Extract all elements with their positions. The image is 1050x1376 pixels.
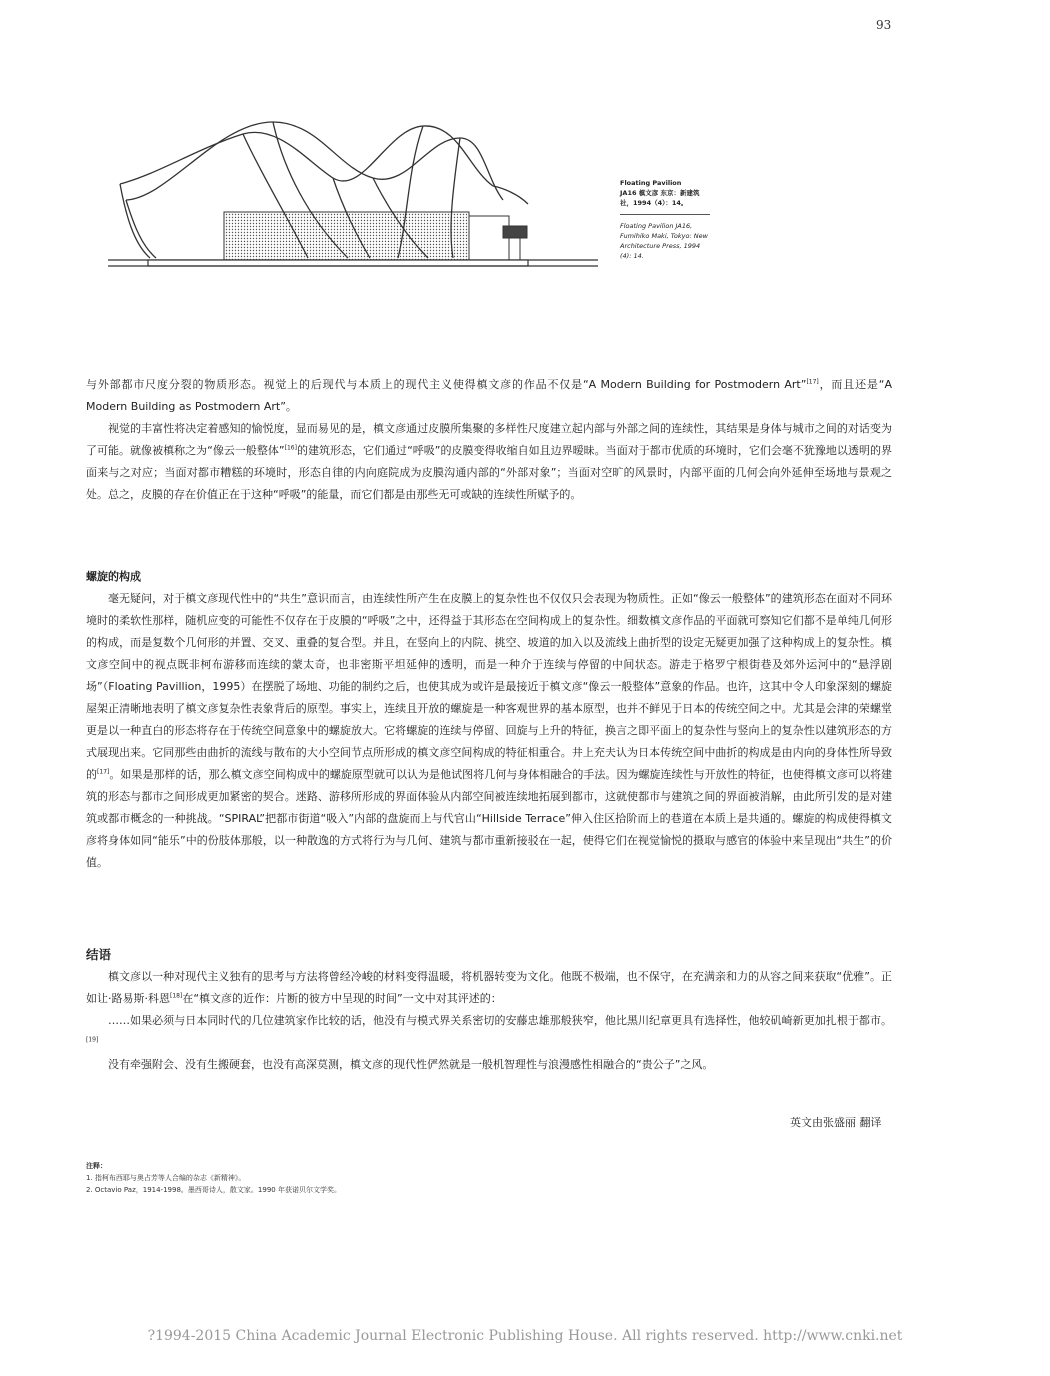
- figure-title: Floating Pavilion: [620, 179, 682, 187]
- note-item: 2. Octavio Paz，1914-1998。墨西哥诗人，散文家。1990 年获诺贝尔文学奖。: [86, 1186, 341, 1194]
- citation: [16]: [284, 444, 297, 452]
- figure-caption-zh: JA16 槙文彦 东京：新建筑社，1994（4）：14。: [620, 189, 700, 207]
- section-heading: 螺旋的构成: [86, 570, 141, 583]
- paragraph: 视觉的丰富性将决定着感知的愉悦度，显而易见的是，槙文彦通过皮膜所集聚的多样性尺度建立起内部与外部之间的连续性，其结果是身体与城市之间的对话变为了可能。就像被槙称之为“像云一般整体”[16]的建筑形态，它们通过“呼吸”的皮膜变得收缩自如且边界暧昧。当面对于都市优质的环境时，它们会毫不犹豫地以透明的界面来与之对应；当面对都市糟糕的环境时，形态自律的内向庭院成为皮膜沟通内部的“外部对象”；当面对空旷的风景时，内部平面的几何会向外延伸至场地与景观之处。总之，皮膜的存在价值正在于这种“呼吸”的能量，而它们都是由那些无可或缺的连续性所赋予的。: [86, 422, 892, 501]
- figure-caption-en: , Fumihiko Maki, Tokyo: New Architecture Press, 1994 (4): 14.: [620, 222, 708, 260]
- citation: [18]: [170, 992, 183, 1000]
- figure-caption: [620, 178, 710, 261]
- citation: [19]: [86, 1036, 99, 1044]
- page-number: 93: [876, 18, 892, 32]
- copyright-footer: ?1994-2015 China Academic Journal Electronic Publishing House. All rights reserved. http://www.cnki.net: [147, 1328, 903, 1344]
- notes: [86, 1160, 341, 1196]
- paragraph: 没有牵强附会、没有生搬硬套，也没有高深莫测，槙文彦的现代性俨然就是一般机智理性与浪漫感性相融合的“贵公子”之风。: [108, 1058, 714, 1071]
- section-heading: 结语: [86, 947, 112, 962]
- section-conclusion: [86, 944, 892, 1076]
- paragraph: 槙文彦以一种对现代主义独有的思考与方法将曾经冷峻的材料变得温暖，将机器转变为文化。他既不极端，也不保守，在充满亲和力的从容之间来获取“优雅”。正如让·路易斯·科恩[18]在“槙文彦的近作：片断的彼方中呈现的时间”一文中对其评述的：: [86, 970, 892, 1005]
- citation: [17]: [806, 378, 819, 386]
- citation: [17]: [97, 768, 110, 776]
- paragraph: 毫无疑问，对于槙文彦现代性中的“共生”意识而言，由连续性所产生在皮膜上的复杂性也不仅仅只会表现为物质性。正如“像云一般整体”的建筑形态在面对不同环境时的柔软性那样，随机应变的可能性不仅存在于皮膜的“呼吸”之中，还得益于其形态在空间构成上的复杂性。细数槙文彦作品的平面就可察知它们都不是单纯几何形的构成，而是复数个几何形的并置、交叉、重叠的复合型。并且，在竖向上的内院、挑空、坡道的加入以及流线上曲折型的设定无疑更加强了这种构成上的复杂性。槙文彦空间中的视点既非柯布游移而连续的蒙太奇，也非密斯平坦延伸的透明，而是一种介于连续与停留的中间状态。游走于格罗宁根街巷及郊外运河中的“悬浮剧场”（Floating Pavillion，1995）在摆脱了场地、功能的制约之后，也使其成为或许是最接近于槙文彦“像云一般整体”意象的作品。也许，这其中令人印象深刻的螺旋屋架正清晰地表明了槙文彦复杂性表象背后的原型。事实上，连续且开放的螺旋是一种客观世界的基本原型，也并不鲜见于日本的传统空间之中。尤其是会津的荣螺堂更是以一种直白的形态将存在于传统空间意象中的螺旋放大。它将螺旋的连续与停留、回旋与上升的特征，换言之即平面上的复杂性与竖向上的复杂性以建筑形态的方式展现出来。它同那些由曲折的流线与散布的大小空间节点所形成的槙文彦空间构成的特征相重合。井上充夫认为日本传统空间中曲折的构成是由内向的身体性所导致的[17]。如果是那样的话，那么槙文彦空间构成中的螺旋原型就可以认为是他试图将几何与身体相融合的手法。因为螺旋连续性与开放性的特征，也使得槙文彦可以将建筑的形态与都市之间形成更加紧密的契合。迷路、游移所形成的界面体验从内部空间被连续地拓展到都市，这就使都市与建筑之间的界面被消解，由此所引发的是对建筑或都市概念的一种挑战。“SPIRAL”把都市街道“吸入”内部的盘旋而上与代官山“Hillside Terrace”伸入住区拾阶而上的巷道在本质上是共通的。螺旋的构成使得槙文彦将身体如同“能乐”中的份肢体那般，以一种散逸的方式将行为与几何、建筑与都市重新接驳在一起，使得它们在视觉愉悦的摄取与感官的体验中来呈现出“共生”的价值。: [86, 592, 893, 869]
- section-spiral: [86, 566, 892, 874]
- translator-credit: 英文由张盛丽 翻译: [790, 1116, 882, 1129]
- paragraph: 与外部都市尺度分裂的物质形态。视觉上的后现代与本质上的现代主义使得槙文彦的作品不仅是“A Modern Building for Postmodern Art”[17]，而且还是“A Modern Building as Postmodern Art”。: [86, 378, 892, 413]
- figure-caption-en-title: Floating Pavilion JA16: [620, 222, 691, 230]
- floating-pavilion-elevation-drawing: [108, 108, 608, 278]
- quotation: ……如果必须与日本同时代的几位建筑家作比较的话，他没有与模式界关系密切的安藤忠雄那般狭窄，他比黑川纪章更具有选择性，他较矶崎新更加扎根于都市。[19]: [86, 1014, 892, 1044]
- opening-paragraphs: [86, 374, 892, 506]
- note-item: 1. 指柯布西耶与奥占芳等人合编的杂志《新精神》。: [86, 1174, 246, 1182]
- notes-heading: 注释：: [86, 1162, 107, 1170]
